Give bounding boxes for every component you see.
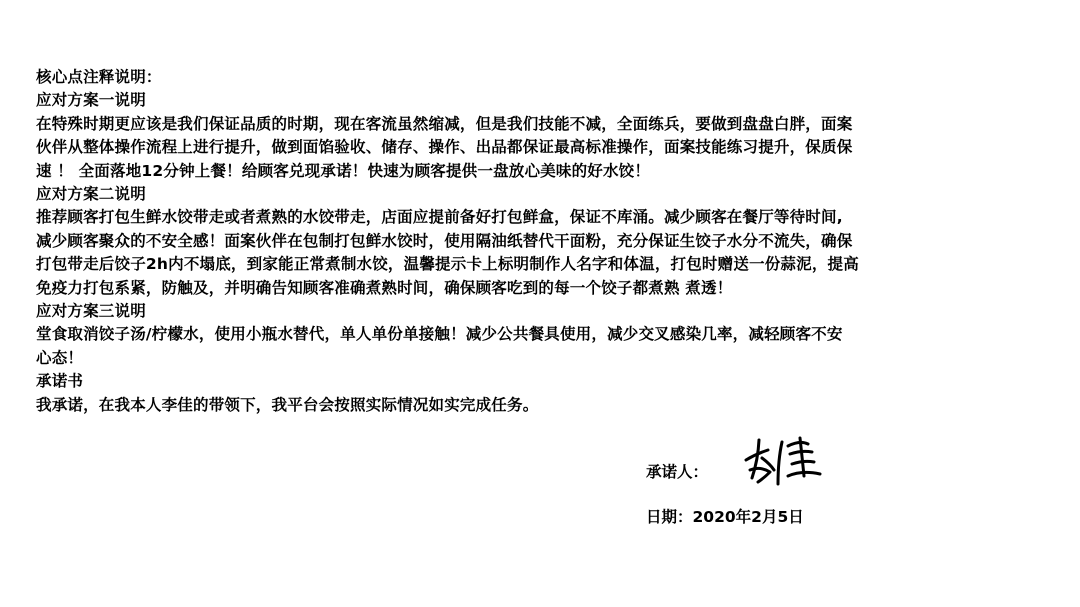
date-label: 日期： xyxy=(646,508,693,526)
plan-one-text-line: 速 ！ 全面落地12分钟上餐！给顾客兑现承诺！快速为顾客提供一盘放心美味的好水饺！ xyxy=(36,161,651,180)
section-heading-plan-two: 应对方案二说明 xyxy=(36,185,146,204)
commitment-text-line: 我承诺，在我本人李佳的带领下，我平台会按照实际情况如实完成任务。 xyxy=(36,395,539,414)
handwritten-signature xyxy=(742,430,842,490)
plan-two-text-line: 免疫力打包系紧，防触及，并明确告知顾客准确煮熟时间，确保顾客吃到的每一个饺子都煮熟 煮透！ xyxy=(36,278,733,297)
commitment-document xyxy=(36,66,1048,417)
plan-two-text-line: 推荐顾客打包生鲜水饺带走或者煮熟的水饺带走，店面应提前备好打包鲜盒，保证不库涌。减少顾客在餐厅等待时间, xyxy=(36,208,843,227)
plan-three-text-line: 堂食取消饺子汤/柠檬水，使用小瓶水替代，单人单份单接触！减少公共餐具使用，减少交叉感染几率，减轻顾客不安 xyxy=(36,325,843,344)
date-value: 2020年2月5日 xyxy=(692,508,804,526)
plan-two-text-line: 打包带走后饺子2h内不塌底，到家能正常煮制水饺，温馨提示卡上标明制作人名字和体温，打包时赠送一份蒜泥，提高 xyxy=(36,255,859,274)
section-heading-plan-three: 应对方案三说明 xyxy=(36,302,146,321)
date-line xyxy=(646,505,804,527)
section-heading-core-notes: 核心点注释说明： xyxy=(36,68,162,86)
signer-label: 承诺人： xyxy=(646,463,709,481)
plan-one-text-line: 在特殊时期更应该是我们保证品质的时期，现在客流虽然缩减，但是我们技能不减，全面练兵，要做到盘盘白胖，面案 xyxy=(36,114,853,133)
section-heading-plan-one: 应对方案一说明 xyxy=(36,91,146,110)
plan-two-text-line: 减少顾客聚众的不安全感！面案伙伴在包制打包鲜水饺时，使用隔油纸替代干面粉，充分保证生饺子水分不流失，确保 xyxy=(36,231,853,250)
section-heading-commitment: 承诺书 xyxy=(36,372,84,391)
plan-three-text-line: 心态！ xyxy=(36,348,84,367)
signer-block xyxy=(646,430,866,490)
plan-one-text-line: 伙伴从整体操作流程上进行提升，做到面馅验收、储存、操作、出品都保证最高标准操作，面案技能练习提升，保质保 xyxy=(36,138,853,157)
